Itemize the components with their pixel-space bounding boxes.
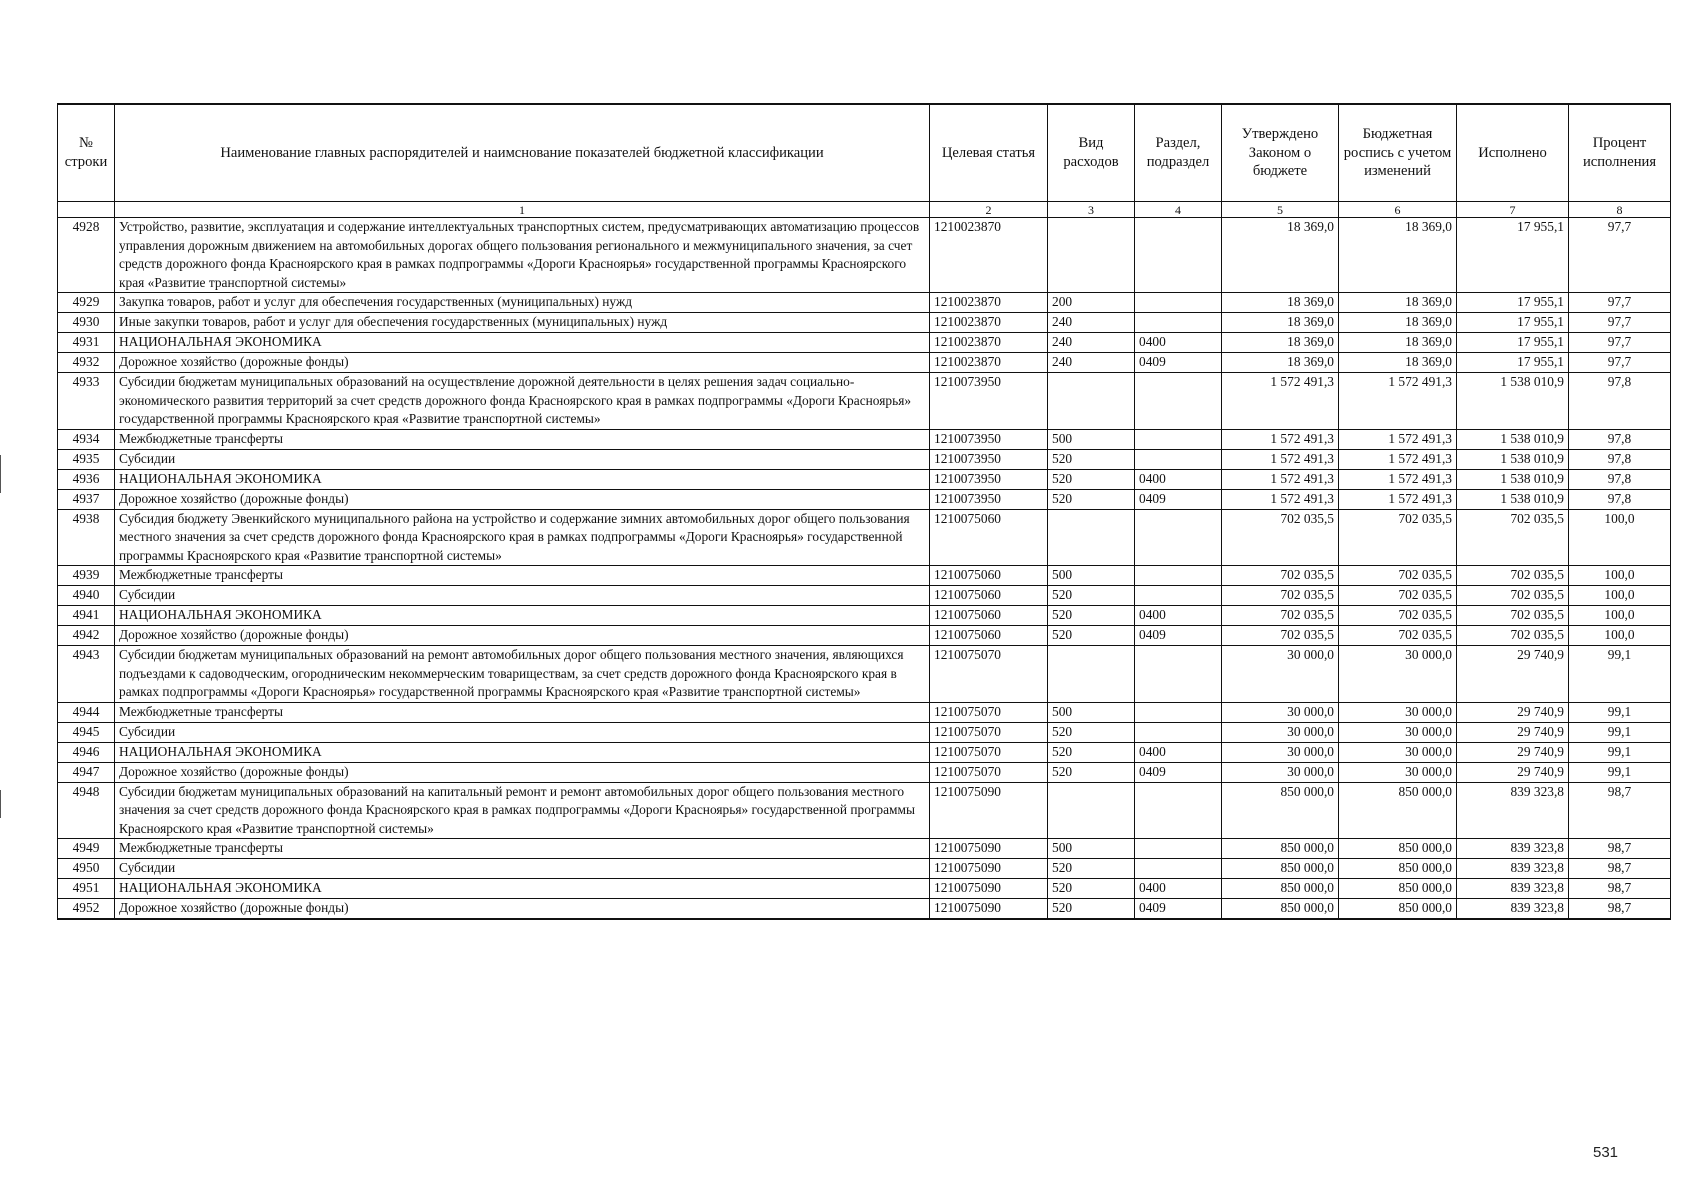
executed-cell: 29 740,9	[1457, 646, 1569, 703]
table-row	[58, 839, 1671, 859]
row-number-cell: 4929	[58, 293, 115, 313]
name-cell: Субсидии бюджетам муниципальных образований на ремонт автомобильных дорог общего пользования местного значения, являющихся подъездами к садоводческим, огородническим некоммерческим товариществам, за счет средств дорожного фонда Красноярского края в рамках подпрограммы «Дороги Красноярья» государственной программы Красноярского края «Развитие транспортной системы»	[115, 646, 930, 703]
percent-cell: 99,1	[1569, 742, 1671, 762]
table-row	[58, 702, 1671, 722]
percent-cell: 97,7	[1569, 353, 1671, 373]
approved-cell: 1 572 491,3	[1222, 469, 1339, 489]
table-row	[58, 606, 1671, 626]
table-row	[58, 646, 1671, 703]
expense-type-cell: 520	[1048, 606, 1135, 626]
table-row	[58, 566, 1671, 586]
name-cell: Субсидии	[115, 722, 930, 742]
approved-cell: 702 035,5	[1222, 626, 1339, 646]
column-number	[58, 202, 115, 218]
table-row	[58, 509, 1671, 566]
percent-cell: 100,0	[1569, 626, 1671, 646]
table-row	[58, 859, 1671, 879]
approved-cell: 850 000,0	[1222, 782, 1339, 839]
approved-cell: 18 369,0	[1222, 333, 1339, 353]
row-number-cell: 4934	[58, 429, 115, 449]
expense-type-cell: 240	[1048, 333, 1135, 353]
approved-cell: 18 369,0	[1222, 313, 1339, 333]
expense-type-cell: 500	[1048, 566, 1135, 586]
row-number-cell: 4936	[58, 469, 115, 489]
section-cell	[1135, 566, 1222, 586]
section-cell	[1135, 509, 1222, 566]
percent-cell: 97,7	[1569, 218, 1671, 293]
name-cell: Дорожное хозяйство (дорожные фонды)	[115, 762, 930, 782]
schedule-cell: 30 000,0	[1339, 646, 1457, 703]
percent-cell: 97,7	[1569, 313, 1671, 333]
target-article-cell: 1210073950	[930, 489, 1048, 509]
expense-type-cell: 240	[1048, 353, 1135, 373]
table-row	[58, 429, 1671, 449]
approved-cell: 850 000,0	[1222, 859, 1339, 879]
target-article-cell: 1210075090	[930, 859, 1048, 879]
table-row	[58, 218, 1671, 293]
target-article-cell: 1210075090	[930, 839, 1048, 859]
header-target-article: Целевая статья	[930, 104, 1048, 202]
section-cell: 0409	[1135, 489, 1222, 509]
section-cell: 0409	[1135, 353, 1222, 373]
executed-cell: 1 538 010,9	[1457, 489, 1569, 509]
section-cell	[1135, 218, 1222, 293]
name-cell: Субсидии бюджетам муниципальных образований на осуществление дорожной деятельности в целях решения задач социально-экономического развития территорий за счет средств дорожного фонда Красноярского края в рамках подпрограммы «Дороги Красноярья» государственной программы Красноярского края «Развитие транспортной системы»	[115, 373, 930, 430]
column-number-row	[58, 202, 1671, 218]
percent-cell: 98,7	[1569, 899, 1671, 920]
target-article-cell: 1210075070	[930, 702, 1048, 722]
expense-type-cell	[1048, 373, 1135, 430]
name-cell: Иные закупки товаров, работ и услуг для обеспечения государственных (муниципальных) нужд	[115, 313, 930, 333]
header-executed: Исполнено	[1457, 104, 1569, 202]
percent-cell: 97,7	[1569, 293, 1671, 313]
schedule-cell: 30 000,0	[1339, 742, 1457, 762]
approved-cell: 1 572 491,3	[1222, 449, 1339, 469]
section-cell	[1135, 586, 1222, 606]
percent-cell: 97,8	[1569, 449, 1671, 469]
percent-cell: 97,8	[1569, 373, 1671, 430]
row-number-cell: 4930	[58, 313, 115, 333]
approved-cell: 30 000,0	[1222, 722, 1339, 742]
table-row	[58, 742, 1671, 762]
table-row	[58, 313, 1671, 333]
expense-type-cell: 520	[1048, 489, 1135, 509]
section-cell	[1135, 293, 1222, 313]
executed-cell: 29 740,9	[1457, 742, 1569, 762]
row-number-cell: 4943	[58, 646, 115, 703]
header-section: Раздел, подраздел	[1135, 104, 1222, 202]
target-article-cell: 1210075090	[930, 899, 1048, 920]
executed-cell: 702 035,5	[1457, 626, 1569, 646]
expense-type-cell: 520	[1048, 859, 1135, 879]
header-row-number: № строки	[58, 104, 115, 202]
expense-type-cell: 520	[1048, 626, 1135, 646]
section-cell: 0400	[1135, 742, 1222, 762]
schedule-cell: 850 000,0	[1339, 859, 1457, 879]
column-number: 6	[1339, 202, 1457, 218]
approved-cell: 30 000,0	[1222, 702, 1339, 722]
target-article-cell: 1210075070	[930, 722, 1048, 742]
executed-cell: 839 323,8	[1457, 859, 1569, 879]
section-cell: 0400	[1135, 469, 1222, 489]
executed-cell: 17 955,1	[1457, 333, 1569, 353]
name-cell: НАЦИОНАЛЬНАЯ ЭКОНОМИКА	[115, 606, 930, 626]
scan-margin-mark	[0, 790, 1, 818]
executed-cell: 702 035,5	[1457, 586, 1569, 606]
percent-cell: 97,8	[1569, 489, 1671, 509]
schedule-cell: 850 000,0	[1339, 899, 1457, 920]
executed-cell: 17 955,1	[1457, 293, 1569, 313]
schedule-cell: 30 000,0	[1339, 722, 1457, 742]
name-cell: Субсидии	[115, 449, 930, 469]
table-row	[58, 489, 1671, 509]
approved-cell: 1 572 491,3	[1222, 489, 1339, 509]
expense-type-cell: 500	[1048, 702, 1135, 722]
approved-cell: 702 035,5	[1222, 509, 1339, 566]
percent-cell: 100,0	[1569, 566, 1671, 586]
schedule-cell: 1 572 491,3	[1339, 489, 1457, 509]
row-number-cell: 4950	[58, 859, 115, 879]
name-cell: Дорожное хозяйство (дорожные фонды)	[115, 899, 930, 920]
table-body	[58, 218, 1671, 920]
table-row	[58, 293, 1671, 313]
row-number-cell: 4932	[58, 353, 115, 373]
percent-cell: 98,7	[1569, 782, 1671, 839]
column-number: 8	[1569, 202, 1671, 218]
percent-cell: 99,1	[1569, 646, 1671, 703]
header-percent: Процент исполнения	[1569, 104, 1671, 202]
target-article-cell: 1210075060	[930, 606, 1048, 626]
approved-cell: 702 035,5	[1222, 586, 1339, 606]
percent-cell: 100,0	[1569, 606, 1671, 626]
row-number-cell: 4937	[58, 489, 115, 509]
table-row	[58, 449, 1671, 469]
page-number: 531	[1593, 1144, 1619, 1161]
percent-cell: 100,0	[1569, 586, 1671, 606]
executed-cell: 29 740,9	[1457, 722, 1569, 742]
row-number-cell: 4935	[58, 449, 115, 469]
executed-cell: 17 955,1	[1457, 353, 1569, 373]
percent-cell: 99,1	[1569, 762, 1671, 782]
name-cell: НАЦИОНАЛЬНАЯ ЭКОНОМИКА	[115, 879, 930, 899]
approved-cell: 1 572 491,3	[1222, 429, 1339, 449]
schedule-cell: 850 000,0	[1339, 839, 1457, 859]
section-cell	[1135, 373, 1222, 430]
section-cell: 0409	[1135, 626, 1222, 646]
expense-type-cell	[1048, 218, 1135, 293]
row-number-cell: 4938	[58, 509, 115, 566]
name-cell: НАЦИОНАЛЬНАЯ ЭКОНОМИКА	[115, 333, 930, 353]
percent-cell: 100,0	[1569, 509, 1671, 566]
name-cell: Субсидии бюджетам муниципальных образований на капитальный ремонт и ремонт автомобильных дорог общего пользования местного значения за счет средств дорожного фонда Красноярского края в рамках подпрограммы «Дороги Красноярья» государственной программы Красноярского края «Развитие транспортной системы»	[115, 782, 930, 839]
schedule-cell: 1 572 491,3	[1339, 449, 1457, 469]
table-row	[58, 722, 1671, 742]
target-article-cell: 1210023870	[930, 313, 1048, 333]
expense-type-cell: 520	[1048, 469, 1135, 489]
row-number-cell: 4928	[58, 218, 115, 293]
schedule-cell: 702 035,5	[1339, 586, 1457, 606]
executed-cell: 29 740,9	[1457, 702, 1569, 722]
executed-cell: 702 035,5	[1457, 509, 1569, 566]
section-cell: 0400	[1135, 333, 1222, 353]
target-article-cell: 1210075090	[930, 879, 1048, 899]
column-number: 7	[1457, 202, 1569, 218]
column-number: 2	[930, 202, 1048, 218]
expense-type-cell: 520	[1048, 722, 1135, 742]
name-cell: Субсидия бюджету Эвенкийского муниципального района на устройство и содержание зимних автомобильных дорог общего пользования местного значения за счет средств дорожного фонда Красноярского края в рамках подпрограммы «Дороги Красноярья» государственной программы Красноярского края «Развитие транспортной системы»	[115, 509, 930, 566]
executed-cell: 29 740,9	[1457, 762, 1569, 782]
executed-cell: 1 538 010,9	[1457, 429, 1569, 449]
schedule-cell: 702 035,5	[1339, 606, 1457, 626]
target-article-cell: 1210073950	[930, 429, 1048, 449]
expense-type-cell: 200	[1048, 293, 1135, 313]
expense-type-cell: 520	[1048, 879, 1135, 899]
target-article-cell: 1210075060	[930, 586, 1048, 606]
target-article-cell: 1210075090	[930, 782, 1048, 839]
header-expense-type: Вид расходов	[1048, 104, 1135, 202]
section-cell: 0400	[1135, 606, 1222, 626]
name-cell: Дорожное хозяйство (дорожные фонды)	[115, 489, 930, 509]
section-cell: 0409	[1135, 899, 1222, 920]
target-article-cell: 1210073950	[930, 449, 1048, 469]
expense-type-cell	[1048, 782, 1135, 839]
table-row	[58, 373, 1671, 430]
row-number-cell: 4931	[58, 333, 115, 353]
executed-cell: 702 035,5	[1457, 566, 1569, 586]
executed-cell: 839 323,8	[1457, 782, 1569, 839]
row-number-cell: 4952	[58, 899, 115, 920]
schedule-cell: 702 035,5	[1339, 509, 1457, 566]
column-number: 3	[1048, 202, 1135, 218]
column-number: 5	[1222, 202, 1339, 218]
target-article-cell: 1210075070	[930, 742, 1048, 762]
section-cell	[1135, 646, 1222, 703]
percent-cell: 98,7	[1569, 839, 1671, 859]
target-article-cell: 1210023870	[930, 293, 1048, 313]
expense-type-cell: 500	[1048, 839, 1135, 859]
expense-type-cell: 520	[1048, 762, 1135, 782]
table-row	[58, 762, 1671, 782]
executed-cell: 839 323,8	[1457, 879, 1569, 899]
name-cell: Закупка товаров, работ и услуг для обеспечения государственных (муниципальных) нужд	[115, 293, 930, 313]
approved-cell: 18 369,0	[1222, 353, 1339, 373]
budget-execution-table	[57, 103, 1671, 920]
name-cell: Дорожное хозяйство (дорожные фонды)	[115, 353, 930, 373]
row-number-cell: 4941	[58, 606, 115, 626]
row-number-cell: 4933	[58, 373, 115, 430]
schedule-cell: 30 000,0	[1339, 762, 1457, 782]
row-number-cell: 4944	[58, 702, 115, 722]
executed-cell: 1 538 010,9	[1457, 449, 1569, 469]
name-cell: Межбюджетные трансферты	[115, 566, 930, 586]
table-header-row	[58, 104, 1671, 202]
row-number-cell: 4947	[58, 762, 115, 782]
expense-type-cell: 520	[1048, 449, 1135, 469]
section-cell	[1135, 722, 1222, 742]
name-cell: НАЦИОНАЛЬНАЯ ЭКОНОМИКА	[115, 469, 930, 489]
row-number-cell: 4939	[58, 566, 115, 586]
expense-type-cell: 520	[1048, 586, 1135, 606]
schedule-cell: 1 572 491,3	[1339, 373, 1457, 430]
table-row	[58, 469, 1671, 489]
section-cell	[1135, 449, 1222, 469]
section-cell	[1135, 782, 1222, 839]
schedule-cell: 18 369,0	[1339, 333, 1457, 353]
executed-cell: 1 538 010,9	[1457, 469, 1569, 489]
target-article-cell: 1210023870	[930, 218, 1048, 293]
header-budget-schedule: Бюджетная роспись с учетом изменений	[1339, 104, 1457, 202]
schedule-cell: 702 035,5	[1339, 566, 1457, 586]
section-cell: 0409	[1135, 762, 1222, 782]
name-cell: Дорожное хозяйство (дорожные фонды)	[115, 626, 930, 646]
approved-cell: 850 000,0	[1222, 879, 1339, 899]
executed-cell: 17 955,1	[1457, 218, 1569, 293]
schedule-cell: 702 035,5	[1339, 626, 1457, 646]
table-row	[58, 782, 1671, 839]
column-number: 1	[115, 202, 930, 218]
percent-cell: 97,8	[1569, 469, 1671, 489]
table-row	[58, 899, 1671, 920]
column-number: 4	[1135, 202, 1222, 218]
schedule-cell: 30 000,0	[1339, 702, 1457, 722]
target-article-cell: 1210023870	[930, 353, 1048, 373]
target-article-cell: 1210075070	[930, 646, 1048, 703]
approved-cell: 1 572 491,3	[1222, 373, 1339, 430]
row-number-cell: 4951	[58, 879, 115, 899]
name-cell: Межбюджетные трансферты	[115, 702, 930, 722]
percent-cell: 99,1	[1569, 722, 1671, 742]
approved-cell: 702 035,5	[1222, 606, 1339, 626]
executed-cell: 17 955,1	[1457, 313, 1569, 333]
schedule-cell: 18 369,0	[1339, 293, 1457, 313]
section-cell	[1135, 839, 1222, 859]
schedule-cell: 1 572 491,3	[1339, 469, 1457, 489]
percent-cell: 97,8	[1569, 429, 1671, 449]
section-cell	[1135, 313, 1222, 333]
expense-type-cell	[1048, 646, 1135, 703]
expense-type-cell: 520	[1048, 899, 1135, 920]
percent-cell: 98,7	[1569, 879, 1671, 899]
approved-cell: 18 369,0	[1222, 293, 1339, 313]
executed-cell: 839 323,8	[1457, 839, 1569, 859]
section-cell	[1135, 702, 1222, 722]
executed-cell: 702 035,5	[1457, 606, 1569, 626]
header-approved: Утверждено Законом о бюджете	[1222, 104, 1339, 202]
approved-cell: 18 369,0	[1222, 218, 1339, 293]
name-cell: Субсидии	[115, 859, 930, 879]
section-cell	[1135, 429, 1222, 449]
table-row	[58, 879, 1671, 899]
expense-type-cell: 240	[1048, 313, 1135, 333]
name-cell: НАЦИОНАЛЬНАЯ ЭКОНОМИКА	[115, 742, 930, 762]
target-article-cell: 1210075060	[930, 509, 1048, 566]
row-number-cell: 4942	[58, 626, 115, 646]
expense-type-cell: 500	[1048, 429, 1135, 449]
header-name: Наименование главных распорядителей и наимснование показателей бюджетной классификации	[115, 104, 930, 202]
scan-margin-mark	[0, 455, 1, 493]
target-article-cell: 1210073950	[930, 469, 1048, 489]
row-number-cell: 4948	[58, 782, 115, 839]
row-number-cell: 4940	[58, 586, 115, 606]
percent-cell: 98,7	[1569, 859, 1671, 879]
row-number-cell: 4945	[58, 722, 115, 742]
approved-cell: 702 035,5	[1222, 566, 1339, 586]
name-cell: Межбюджетные трансферты	[115, 839, 930, 859]
table-row	[58, 333, 1671, 353]
approved-cell: 850 000,0	[1222, 899, 1339, 920]
name-cell: Межбюджетные трансферты	[115, 429, 930, 449]
name-cell: Устройство, развитие, эксплуатация и содержание интеллектуальных транспортных систем, предусматривающих автоматизацию процессов управления дорожным движением на автомобильных дорогах общего пользования регионального и межмуниципального значения, за счет средств дорожного фонда Красноярского края в рамках подпрограммы «Дороги Красноярья» государственной программы Красноярского края «Развитие транспортной системы»	[115, 218, 930, 293]
target-article-cell: 1210075070	[930, 762, 1048, 782]
schedule-cell: 18 369,0	[1339, 313, 1457, 333]
row-number-cell: 4949	[58, 839, 115, 859]
table-row	[58, 586, 1671, 606]
percent-cell: 99,1	[1569, 702, 1671, 722]
table-row	[58, 353, 1671, 373]
expense-type-cell	[1048, 509, 1135, 566]
executed-cell: 839 323,8	[1457, 899, 1569, 920]
section-cell	[1135, 859, 1222, 879]
table-row	[58, 626, 1671, 646]
row-number-cell: 4946	[58, 742, 115, 762]
percent-cell: 97,7	[1569, 333, 1671, 353]
executed-cell: 1 538 010,9	[1457, 373, 1569, 430]
target-article-cell: 1210075060	[930, 626, 1048, 646]
schedule-cell: 850 000,0	[1339, 879, 1457, 899]
approved-cell: 30 000,0	[1222, 646, 1339, 703]
target-article-cell: 1210075060	[930, 566, 1048, 586]
target-article-cell: 1210023870	[930, 333, 1048, 353]
schedule-cell: 1 572 491,3	[1339, 429, 1457, 449]
target-article-cell: 1210073950	[930, 373, 1048, 430]
schedule-cell: 18 369,0	[1339, 218, 1457, 293]
approved-cell: 30 000,0	[1222, 742, 1339, 762]
schedule-cell: 850 000,0	[1339, 782, 1457, 839]
approved-cell: 850 000,0	[1222, 839, 1339, 859]
section-cell: 0400	[1135, 879, 1222, 899]
expense-type-cell: 520	[1048, 742, 1135, 762]
schedule-cell: 18 369,0	[1339, 353, 1457, 373]
approved-cell: 30 000,0	[1222, 762, 1339, 782]
name-cell: Субсидии	[115, 586, 930, 606]
